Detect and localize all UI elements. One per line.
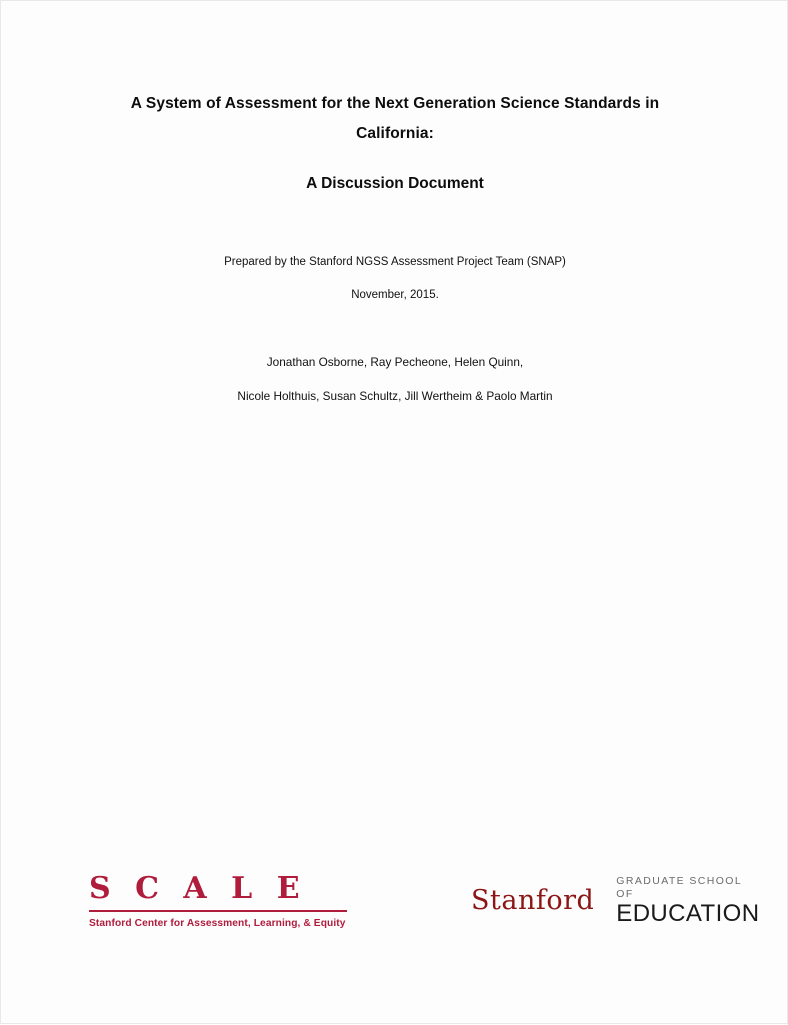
author-line-2: Nicole Holthuis, Susan Schultz, Jill Wertheim & Paolo Martin (237, 389, 553, 403)
logo-row (1, 863, 788, 953)
document-subtitle: A Discussion Document (306, 175, 484, 192)
scale-divider-rule (89, 910, 347, 912)
author-line-1: Jonathan Osborne, Ray Pecheone, Helen Quinn, (266, 355, 524, 369)
prepared-by-line: Prepared by the Stanford NGSS Assessment Project Team (SNAP) (224, 256, 566, 268)
scale-tagline: Stanford Center for Assessment, Learning, & Equity (89, 917, 346, 929)
page-content (1, 1, 788, 1025)
author-list (81, 345, 709, 413)
scale-wordmark: S C A L E (89, 871, 307, 906)
scale-logo (89, 873, 351, 929)
stanford-wordmark: Stanford (471, 885, 595, 916)
gse-school-small: GRADUATE SCHOOL OF (616, 875, 742, 900)
title-line-1: A System of Assessment for the Next Generation Science Standards in (130, 95, 660, 112)
document-meta (81, 246, 709, 312)
gse-school-big: EDUCATION (616, 900, 760, 927)
title-line-2: California: (356, 125, 434, 142)
page-title (81, 89, 709, 199)
stanford-gse-logo (471, 875, 760, 927)
gse-text-stack (616, 875, 759, 927)
publication-date: November, 2015. (351, 289, 439, 301)
